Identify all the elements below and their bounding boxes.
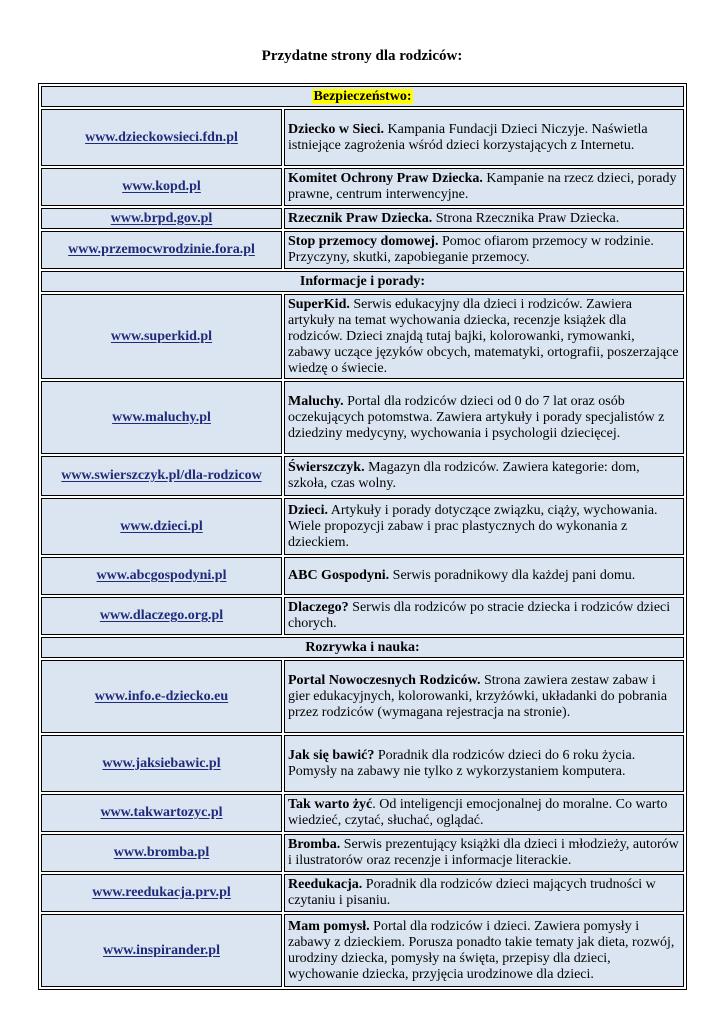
section-row <box>41 637 684 658</box>
site-description-text: Serwis dla rodziców po stracie dziecka i rodziców dzieci chorych. <box>288 600 671 631</box>
section-heading-text: Rozrywka i nauka: <box>305 639 420 655</box>
site-description <box>284 208 684 229</box>
site-link[interactable]: www.abcgospodyni.pl <box>41 557 282 595</box>
site-name: Stop przemocy domowej. <box>288 234 439 249</box>
table-row <box>41 294 684 379</box>
site-description-text: Poradnik dla rodziców dzieci do 6 roku życia. Pomysły na zabawy nie tylko z wykorzystaniem komputera. <box>288 747 636 779</box>
site-description-text: . Od inteligencji emocjonalnej do moralne. Co warto wiedzieć, czytać, słuchać, oglądać. <box>288 797 668 828</box>
site-name: Dlaczego? <box>288 600 349 615</box>
site-name: Dziecko w Sieci. <box>288 121 385 137</box>
site-name: Tak warto żyć <box>288 797 373 812</box>
site-link[interactable]: www.maluchy.pl <box>41 381 282 454</box>
site-description <box>284 168 684 206</box>
site-link[interactable]: www.dzieci.pl <box>41 498 282 555</box>
site-description <box>284 735 684 792</box>
site-description-text: Portal dla rodziców i dzieci. Zawiera pomysły i zabawy z dzieckiem. Porusza ponadto takie tematy jak dieta, rozwój, urodziny dziecka, pomysły na święta, przepisy dla dzieci, wychowanie dziecka, przyjęcia urodzinowe dla dzieci. <box>288 918 675 982</box>
table-row <box>41 168 684 206</box>
table-row <box>41 109 684 166</box>
table-row <box>41 456 684 496</box>
site-description <box>284 834 684 872</box>
site-link[interactable]: www.info.e-dziecko.eu <box>41 660 282 733</box>
site-link[interactable]: www.jaksiebawic.pl <box>41 735 282 792</box>
site-description <box>284 660 684 733</box>
table-row <box>41 874 684 912</box>
site-description-text: Pomoc ofiarom przemocy w rodzinie. Przyczyny, skutki, zapobieganie przemocy. <box>288 234 654 265</box>
site-description-text: Serwis edukacyjny dla dzieci i rodziców. Zawiera artykuły na temat wychowania dziecka, recenzje książek dla rodziców. Dzieci znajdą tutaj bajki, kolorowanki, rymowanki, zabawy uczące języków obcych, matematyki, ortografii, poszerzające wiedzę o świecie. <box>288 296 679 376</box>
table-row <box>41 208 684 229</box>
site-description <box>284 456 684 496</box>
site-link[interactable]: www.superkid.pl <box>41 294 282 379</box>
site-description-text: Artykuły i porady dotyczące związku, ciąży, wychowania. Wiele propozycji zabaw i prac plastycznych do wykonania z dzieckiem. <box>288 502 658 550</box>
site-description-text: Serwis prezentujący książki dla dzieci i młodzieży, autorów i ilustratorów oraz recenzje i informacje literackie. <box>288 837 679 868</box>
table-row <box>41 381 684 454</box>
site-description-text: Serwis poradnikowy dla każdej pani domu. <box>389 568 636 583</box>
site-description-text: Strona Rzecznika Praw Dziecka. <box>432 210 620 226</box>
table-row <box>41 735 684 792</box>
table-row <box>41 597 684 635</box>
site-name: Bromba. <box>288 837 341 852</box>
site-description <box>284 498 684 555</box>
site-link[interactable]: www.swierszczyk.pl/dla-rodzicow <box>41 456 282 496</box>
links-table <box>38 83 687 990</box>
table-row <box>41 794 684 832</box>
site-description <box>284 294 684 379</box>
site-description-text: Portal dla rodziców dzieci od 0 do 7 lat oraz osób oczekujących potomstwa. Zawiera artykuły i porady specjalistów z dziedziny medycyny, wychowania i psychologii dziecięcej. <box>288 393 665 441</box>
site-description-text: Strona zawiera zestaw zabaw i gier edukacyjnych, kolorowanki, krzyżówki, układanki do pobrania przez rodziców (wymagana rejestracja na stronie). <box>288 672 668 720</box>
site-name: Portal Nowoczesnych Rodziców. <box>288 672 481 688</box>
site-name: Maluchy. <box>288 393 344 409</box>
site-name: Reedukacja. <box>288 877 363 892</box>
site-name: ABC Gospodyni. <box>288 568 390 583</box>
site-description <box>284 874 684 912</box>
site-description <box>284 231 684 269</box>
site-name: Rzecznik Praw Dziecka. <box>288 210 433 226</box>
table-row <box>41 834 684 872</box>
table-row <box>41 498 684 555</box>
site-description-text: Kampanie na rzecz dzieci, porady prawne, centrum interwencyjne. <box>288 171 677 202</box>
site-link[interactable]: www.takwartozyc.pl <box>41 794 282 832</box>
site-description-text: Kampania Fundacji Dzieci Niczyje. Naświetla istniejące zagrożenia wśród dzieci korzystających z Internetu. <box>288 121 648 153</box>
site-name: Komitet Ochrony Praw Dziecka. <box>288 171 483 186</box>
site-description <box>284 557 684 595</box>
site-description <box>284 109 684 166</box>
site-link[interactable]: www.bromba.pl <box>41 834 282 872</box>
section-row <box>41 86 684 107</box>
site-name: SuperKid. <box>288 296 350 312</box>
table-row <box>41 557 684 595</box>
table-row <box>41 914 684 987</box>
site-description <box>284 914 684 987</box>
site-link[interactable]: www.dlaczego.org.pl <box>41 597 282 635</box>
section-heading <box>41 637 684 658</box>
site-description-text: Magazyn dla rodziców. Zawiera kategorie: dom, szkoła, czas wolny. <box>288 460 640 491</box>
site-description <box>284 597 684 635</box>
section-heading-text: Informacje i porady: <box>299 273 426 289</box>
site-link[interactable]: www.kopd.pl <box>41 168 282 206</box>
site-description <box>284 794 684 832</box>
site-link[interactable]: www.brpd.gov.pl <box>41 208 282 229</box>
site-name: Jak się bawić? <box>288 747 375 763</box>
site-name: Mam pomysł. <box>288 918 370 934</box>
site-description <box>284 381 684 454</box>
site-link[interactable]: www.przemocwrodzinie.fora.pl <box>41 231 282 269</box>
site-link[interactable]: www.dzieckowsieci.fdn.pl <box>41 109 282 166</box>
page-title: Przydatne strony dla rodziców: <box>261 48 463 64</box>
section-heading-text: Bezpieczeństwo: <box>313 88 412 104</box>
section-heading <box>41 86 684 107</box>
site-link[interactable]: www.reedukacja.prv.pl <box>41 874 282 912</box>
section-heading <box>41 271 684 292</box>
table-row <box>41 231 684 269</box>
site-link[interactable]: www.inspirander.pl <box>41 914 282 987</box>
site-name: Dzieci. <box>288 502 329 518</box>
table-row <box>41 660 684 733</box>
site-name: Świerszczyk. <box>288 460 365 475</box>
section-row <box>41 271 684 292</box>
site-description-text: Poradnik dla rodziców dzieci mających trudności w czytaniu i pisaniu. <box>288 877 656 908</box>
